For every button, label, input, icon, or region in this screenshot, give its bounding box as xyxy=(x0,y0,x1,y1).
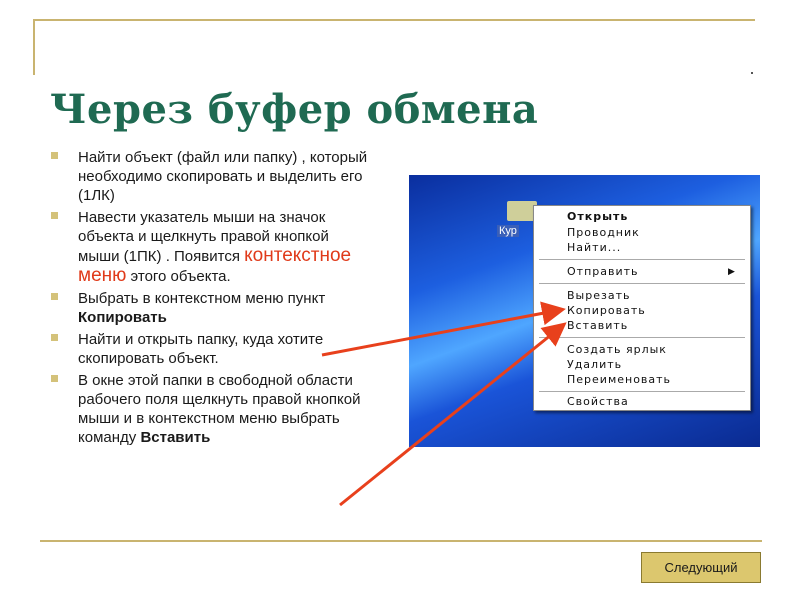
menu-item-send-to[interactable]: Отправить xyxy=(567,265,639,278)
paste-command-bold: Вставить xyxy=(140,429,211,446)
menu-item-rename[interactable]: Переименовать xyxy=(567,373,672,386)
bullet-text-2a: Навести указатель мыши на значок объекта и щелкнуть правой кнопкой мыши (1ПК) . Появится xyxy=(78,209,329,265)
folder-label: Кур xyxy=(499,225,517,237)
context-menu-highlight: контекстное меню xyxy=(78,245,352,286)
menu-item-cut[interactable]: Вырезать xyxy=(567,289,631,302)
menu-item-open[interactable]: Открыть xyxy=(567,210,629,223)
bullet-text-3a: Выбрать в контекстном меню пункт xyxy=(78,290,326,307)
menu-item-delete[interactable]: Удалить xyxy=(567,358,623,371)
menu-item-create-shortcut[interactable]: Создать ярлык xyxy=(567,343,667,356)
slide-title: Через буфер обмена xyxy=(50,86,539,133)
bullet-text-2b: этого объекта. xyxy=(126,268,231,285)
menu-item-find[interactable]: Найти... xyxy=(567,241,622,254)
submenu-arrow-icon: ▶ xyxy=(728,267,735,277)
next-button[interactable]: Следующий xyxy=(641,552,761,583)
menu-item-properties[interactable]: Свойства xyxy=(567,395,629,408)
arrow-to-copy xyxy=(322,310,560,355)
menu-item-copy[interactable]: Копировать xyxy=(567,304,646,317)
arrow-to-paste xyxy=(340,326,562,505)
bullet-text-5a: В окне этой папки в свободной области рабочего поля щелкнуть правой кнопкой мыши и в контекстном меню выбрать команду xyxy=(78,372,361,446)
menu-item-explorer[interactable]: Проводник xyxy=(567,226,640,239)
copy-command-bold: Копировать xyxy=(78,309,167,326)
bullet-text-4: Найти и открыть папку, куда хотите скопировать объект. xyxy=(78,331,324,367)
bullet-text-1: Найти объект (файл или папку) , который необходимо скопировать и выделить его (1ЛК) xyxy=(78,149,368,204)
menu-item-paste[interactable]: Вставить xyxy=(567,319,629,332)
